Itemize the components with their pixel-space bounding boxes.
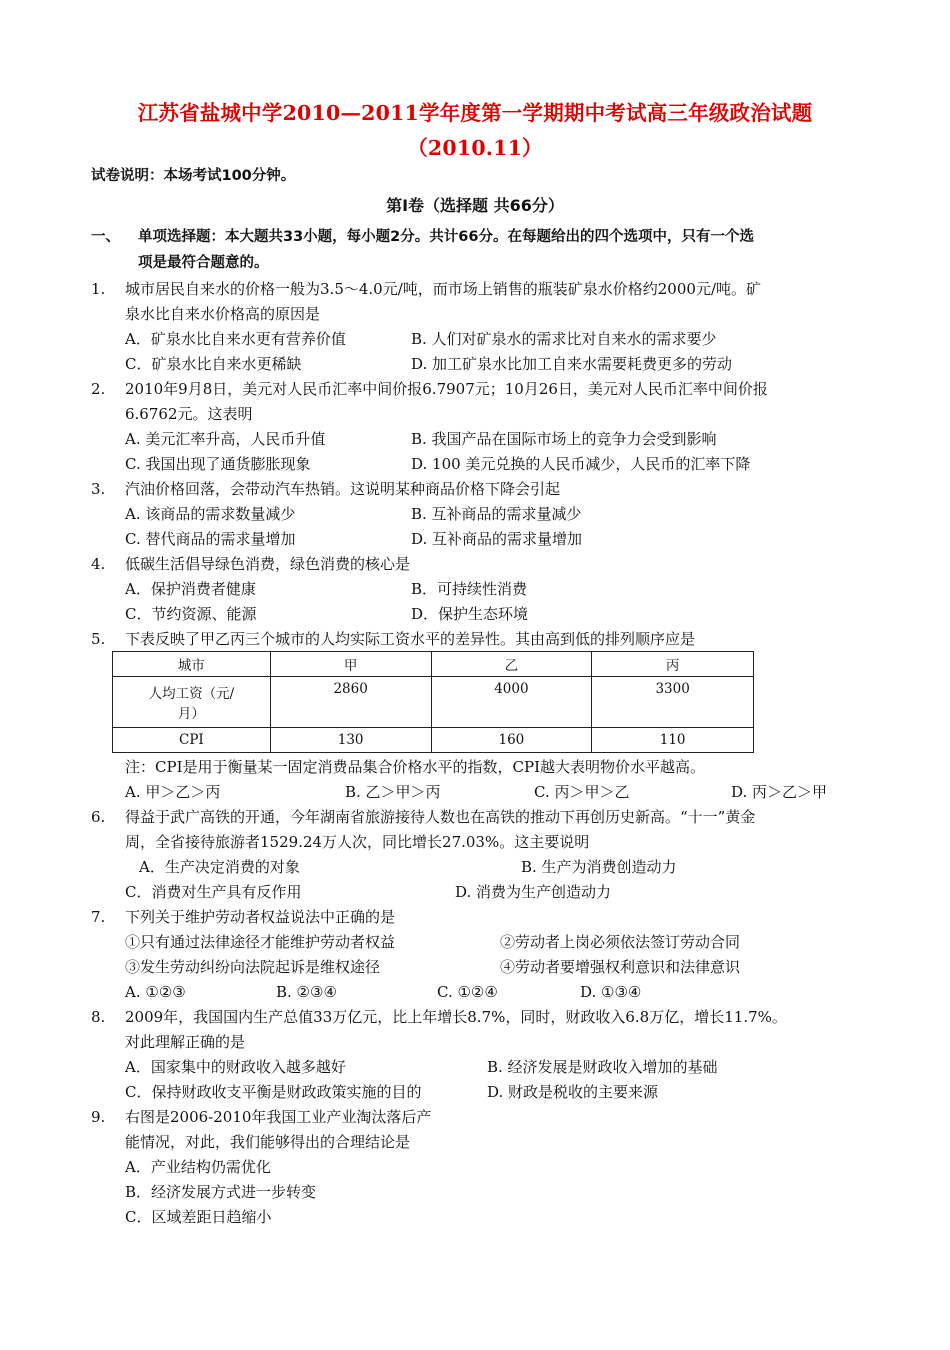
option-b: B. 生产为消费创造动力 xyxy=(521,858,677,876)
statement-item: ④劳动者要增强权利意识和法律意识 xyxy=(500,958,741,976)
table-row-label xyxy=(113,677,271,728)
question-number: 9. xyxy=(91,1108,106,1126)
question-stem: 城市居民自来水的价格一般为3.5～4.0元/吨，而市场上销售的瓶装矿泉水价格约2000元/吨。矿 xyxy=(125,280,761,298)
option-d: D. 丙＞乙＞甲 xyxy=(731,783,828,801)
question-stem: 右图是2006-2010年我国工业产业淘汰落后产 xyxy=(125,1108,432,1126)
question-stem: 泉水比自来水价格高的原因是 xyxy=(125,305,321,323)
option-a: A．保护消费者健康 xyxy=(125,580,256,598)
table-cell: 160 xyxy=(431,728,592,753)
table-header-row xyxy=(113,652,754,677)
table-header-cell: 甲 xyxy=(270,652,431,677)
section-title: 第Ⅰ卷（选择题 共66分） xyxy=(386,196,564,215)
option-c: C．保持财政收支平衡是财政政策实施的目的 xyxy=(125,1083,422,1101)
option-d: D. 100 美元兑换的人民币减少，人民币的汇率下降 xyxy=(411,455,751,473)
option-a: A．矿泉水比自来水更有营养价值 xyxy=(125,330,346,348)
question-stem: 2009年，我国国内生产总值33万亿元，比上年增长8.7%，同时，财政收入6.8万亿，增长11.7%。 xyxy=(125,1008,787,1026)
table-row-label-line: 月） xyxy=(177,706,205,722)
table-note: 注：CPI是用于衡量某一固定消费品集合价格水平的指数，CPI越大表明物价水平越高。 xyxy=(125,758,705,776)
option-a: A. 美元汇率升高，人民币升值 xyxy=(125,430,326,448)
table-cell: 110 xyxy=(592,728,754,753)
table-cell: 2860 xyxy=(270,677,431,728)
option-c: C．矿泉水比自来水更稀缺 xyxy=(125,355,302,373)
option-a: A. 该商品的需求数量减少 xyxy=(125,505,296,523)
exam-note: 试卷说明：本场考试100分钟。 xyxy=(91,168,296,184)
option-a: A. 甲＞乙＞丙 xyxy=(125,783,221,801)
question-stem: 2010年9月8日，美元对人民币汇率中间价报6.7907元；10月26日，美元对人民币汇率中间价报 xyxy=(125,380,768,398)
table-row xyxy=(113,677,754,728)
question-number: 1. xyxy=(91,280,106,298)
option-d: D．保护生态环境 xyxy=(411,605,529,623)
wage-table xyxy=(112,651,754,753)
option-d: D. 加工矿泉水比加工自来水需要耗费更多的劳动 xyxy=(411,355,733,373)
option-a: A．产业结构仍需优化 xyxy=(125,1158,271,1176)
option-c: C．节约资源、能源 xyxy=(125,605,257,623)
section-instruction: 单项选择题：本大题共33小题，每小题2分。共计66分。在每题给出的四个选项中，只有一个选 xyxy=(138,229,754,245)
question-number: 7. xyxy=(91,908,106,926)
question-stem: 低碳生活倡导绿色消费，绿色消费的核心是 xyxy=(125,555,411,573)
question-stem: 得益于武广高铁的开通，今年湖南省旅游接待人数也在高铁的推动下再创历史新高。“十一”黄金 xyxy=(125,808,756,826)
table-cell: 3300 xyxy=(592,677,754,728)
option-a: A．生产决定消费的对象 xyxy=(139,858,300,876)
option-b: B. ②③④ xyxy=(276,983,337,1001)
option-d: D. ①③④ xyxy=(580,983,642,1001)
option-c: C. 我国出现了通货膨胀现象 xyxy=(125,455,311,473)
option-d: D. 财政是税收的主要来源 xyxy=(487,1083,659,1101)
option-b: B. 经济发展是财政收入增加的基础 xyxy=(487,1058,718,1076)
question-number: 3. xyxy=(91,480,106,498)
question-number: 8. xyxy=(91,1008,106,1026)
exam-title: 江苏省盐城中学2010—2011学年度第一学期期中考试高三年级政治试题 xyxy=(137,101,813,125)
table-cell: 4000 xyxy=(431,677,592,728)
option-c: C．区域差距日趋缩小 xyxy=(125,1208,272,1226)
statement-item: ③发生劳动纠纷向法院起诉是维权途径 xyxy=(125,958,381,976)
option-b: B．经济发展方式进一步转变 xyxy=(125,1183,317,1201)
exam-date: （2010.11） xyxy=(407,136,543,160)
option-d: D. 互补商品的需求量增加 xyxy=(411,530,583,548)
table-row xyxy=(113,728,754,753)
option-a: A．国家集中的财政收入越多越好 xyxy=(125,1058,346,1076)
table-header-cell: 城市 xyxy=(113,652,271,677)
table-cell: 130 xyxy=(270,728,431,753)
table-row-label: CPI xyxy=(113,728,271,753)
table-header-cell: 乙 xyxy=(431,652,592,677)
option-d: D. 消费为生产创造动力 xyxy=(455,883,612,901)
question-stem: 6.6762元。这表明 xyxy=(125,405,253,423)
question-stem: 对此理解正确的是 xyxy=(125,1033,246,1051)
option-b: B. 互补商品的需求量减少 xyxy=(411,505,582,523)
option-b: B. 人们对矿泉水的需求比对自来水的需求要少 xyxy=(411,330,717,348)
question-stem: 能情况，对此，我们能够得出的合理结论是 xyxy=(125,1133,411,1151)
option-c: C．消费对生产具有反作用 xyxy=(125,883,302,901)
section-instruction-cont: 项是最符合题意的。 xyxy=(138,255,269,271)
statement-item: ②劳动者上岗必须依法签订劳动合同 xyxy=(500,933,741,951)
option-c: C. 丙＞甲＞乙 xyxy=(534,783,630,801)
question-number: 4. xyxy=(91,555,106,573)
option-c: C. 替代商品的需求量增加 xyxy=(125,530,296,548)
table-row-label-line: 人均工资（元/ xyxy=(148,686,235,702)
section-instruction-number: 一、 xyxy=(91,229,120,245)
option-b: B. 我国产品在国际市场上的竞争力会受到影响 xyxy=(411,430,717,448)
statement-item: ①只有通过法律途径才能维护劳动者权益 xyxy=(125,933,396,951)
option-a: A. ①②③ xyxy=(125,983,186,1001)
question-number: 6. xyxy=(91,808,106,826)
question-stem: 汽油价格回落，会带动汽车热销。这说明某种商品价格下降会引起 xyxy=(125,480,561,498)
question-stem: 下表反映了甲乙丙三个城市的人均实际工资水平的差异性。其由高到低的排列顺序应是 xyxy=(125,630,696,648)
table-header-cell: 丙 xyxy=(592,652,754,677)
question-number: 2. xyxy=(91,380,106,398)
option-b: B．可持续性消费 xyxy=(411,580,528,598)
option-b: B. 乙＞甲＞丙 xyxy=(345,783,441,801)
question-stem: 周，全省接待旅游者1529.24万人次，同比增长27.03%。这主要说明 xyxy=(125,833,590,851)
question-number: 5. xyxy=(91,630,106,648)
question-stem: 下列关于维护劳动者权益说法中正确的是 xyxy=(125,908,396,926)
option-c: C. ①②④ xyxy=(437,983,498,1001)
